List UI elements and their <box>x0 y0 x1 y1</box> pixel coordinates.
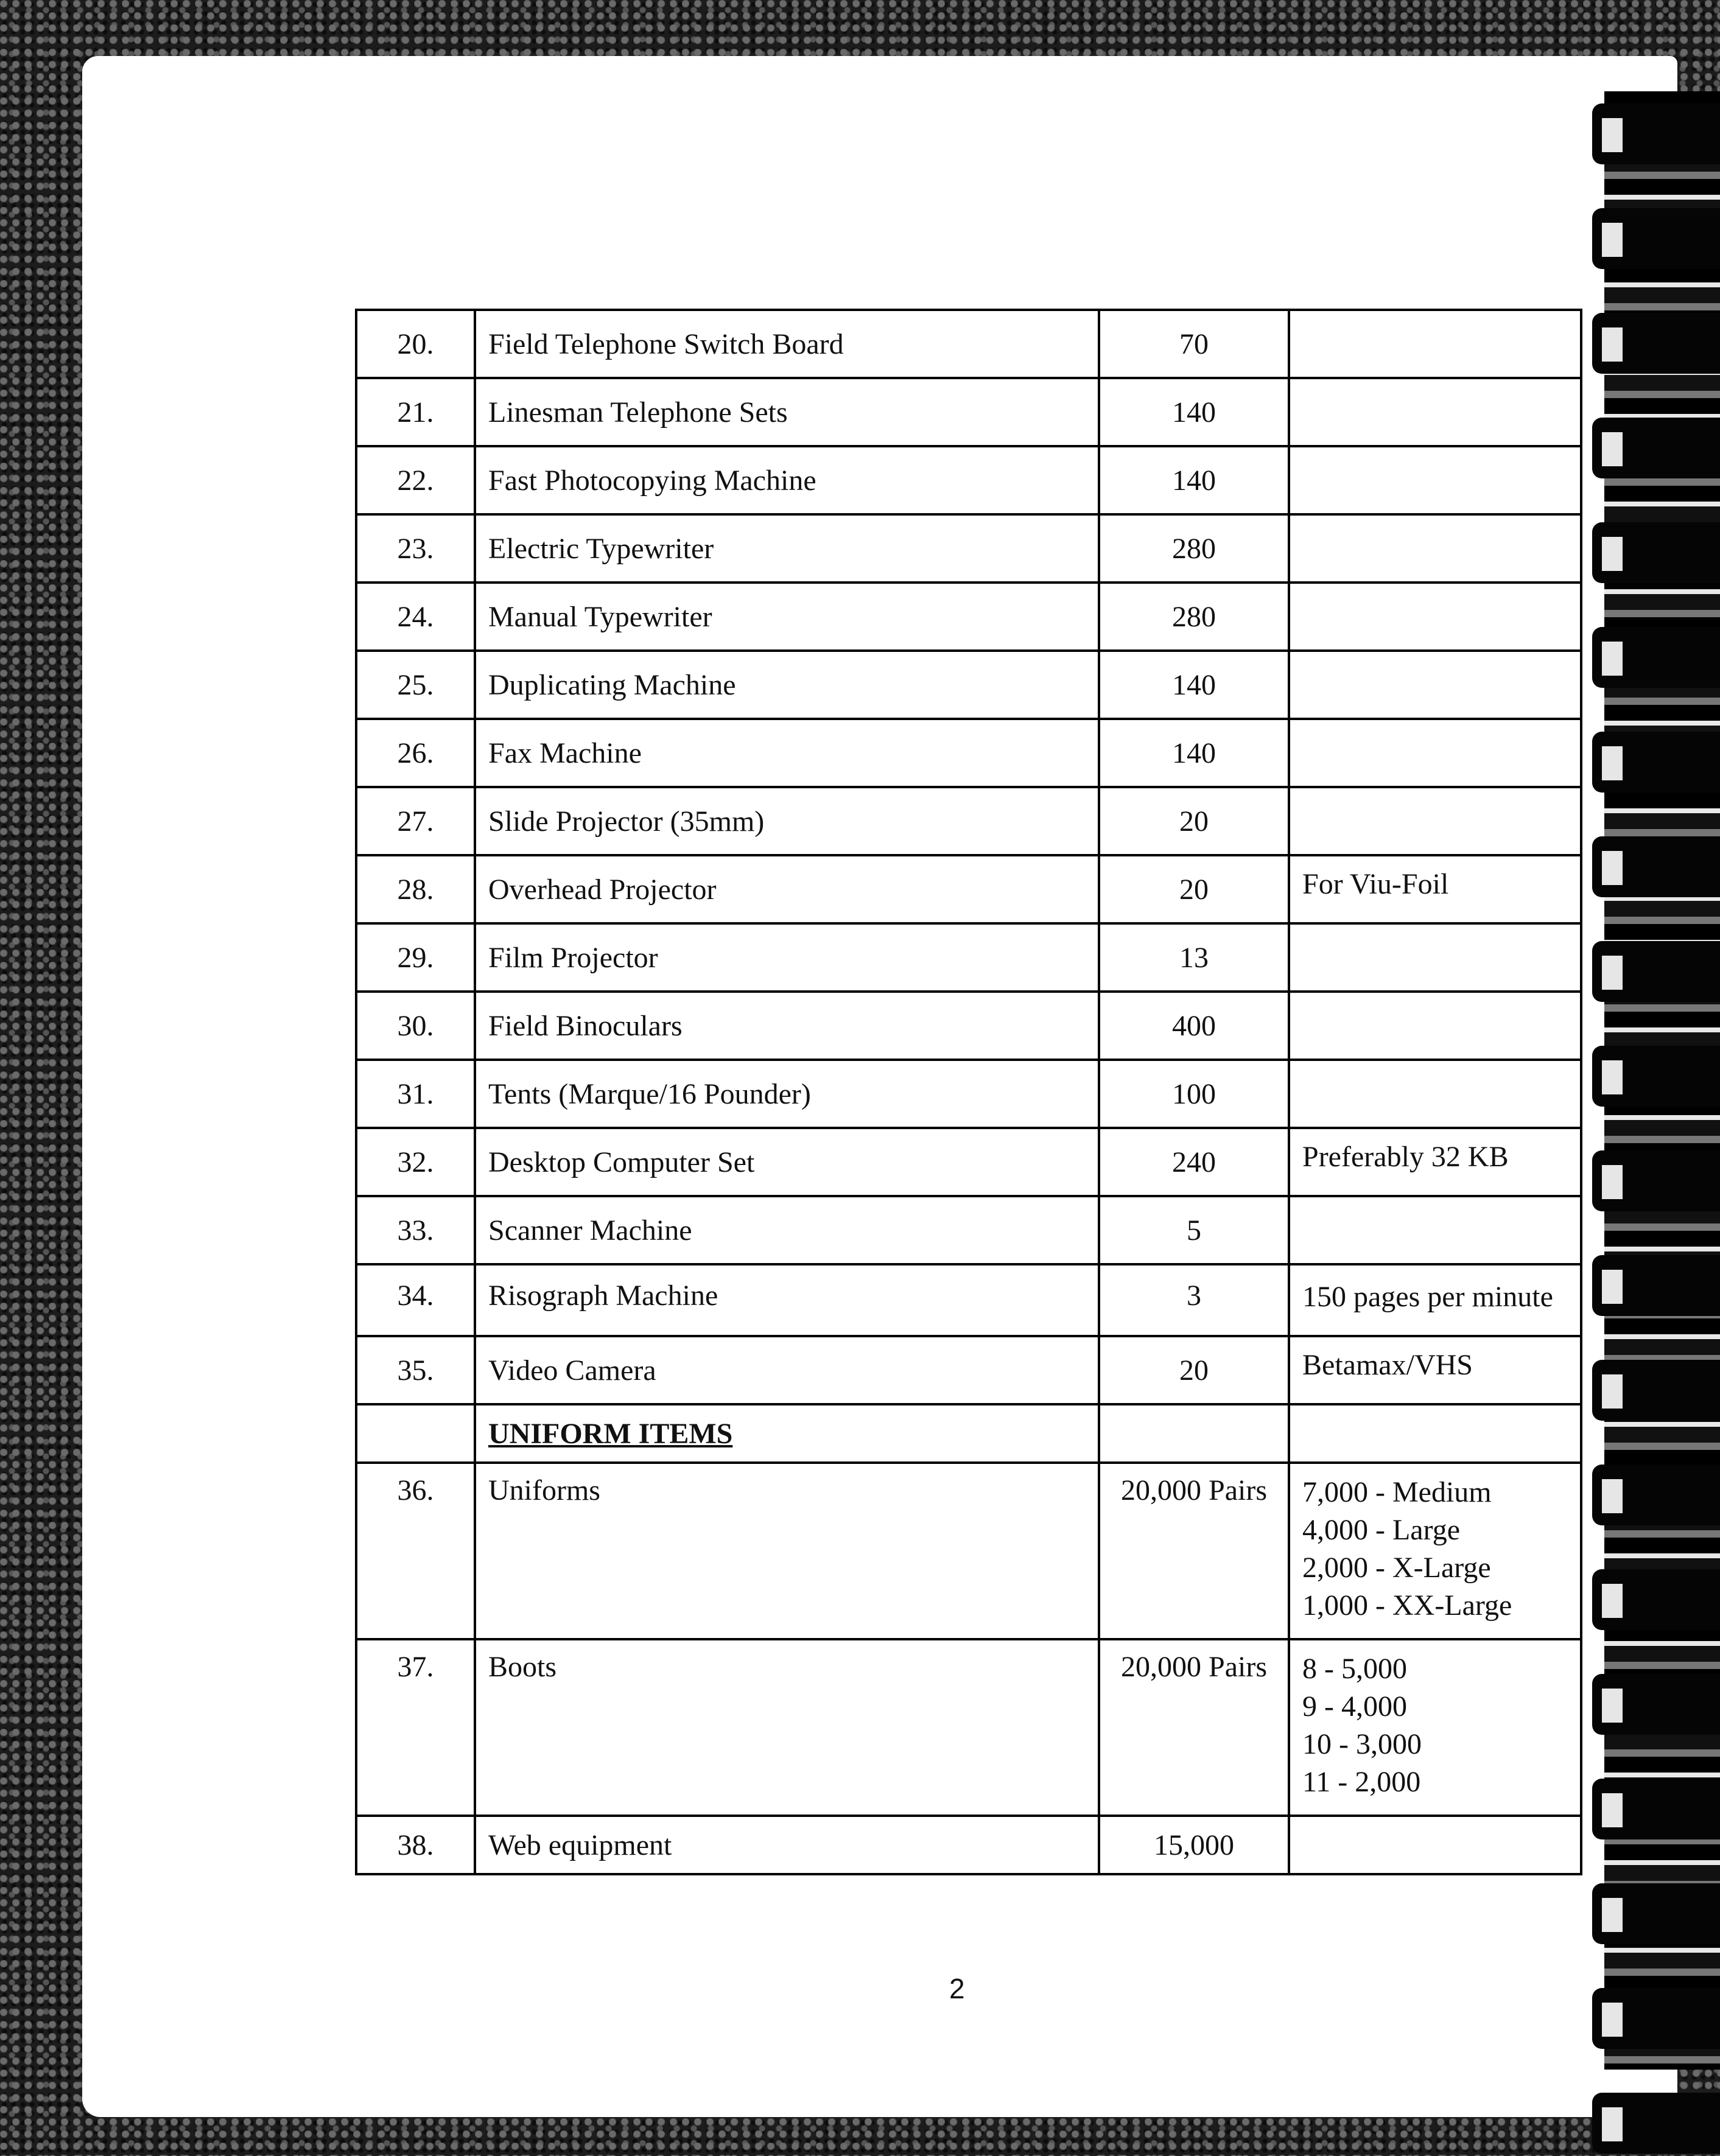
item-name: Film Projector <box>475 923 1099 992</box>
binding-coil <box>1592 1046 1720 1107</box>
remarks <box>1289 1463 1581 1639</box>
item-name: Desktop Computer Set <box>475 1128 1099 1196</box>
remarks <box>1289 651 1581 719</box>
remarks: 150 pages per minute <box>1289 1264 1581 1336</box>
item-name: Electric Typewriter <box>475 514 1099 583</box>
remarks <box>1289 923 1581 992</box>
item-name: Duplicating Machine <box>475 651 1099 719</box>
equipment-rows <box>356 310 1581 1404</box>
remark-line: 4,000 - Large <box>1302 1514 1461 1546</box>
table-row <box>356 310 1581 378</box>
row-number: 28. <box>356 855 475 923</box>
remarks <box>1289 514 1581 583</box>
item-name: Fax Machine <box>475 719 1099 787</box>
table-row <box>356 1060 1581 1128</box>
table-row <box>356 583 1581 651</box>
item-name: Manual Typewriter <box>475 583 1099 651</box>
quantity: 280 <box>1099 514 1289 583</box>
table-row <box>356 1196 1581 1264</box>
quantity: 100 <box>1099 1060 1289 1128</box>
item-name: Boots <box>475 1639 1099 1816</box>
quantity: 280 <box>1099 583 1289 651</box>
remarks <box>1289 1196 1581 1264</box>
quantity: 15,000 <box>1099 1816 1289 1874</box>
quantity: 20,000 Pairs <box>1099 1463 1289 1639</box>
binding-coil <box>1592 418 1720 478</box>
row-number: 33. <box>356 1196 475 1264</box>
item-name: Risograph Machine <box>475 1264 1099 1336</box>
row-number: 30. <box>356 992 475 1060</box>
binding-coil <box>1592 627 1720 688</box>
item-name: Web equipment <box>475 1816 1099 1874</box>
binding-coil <box>1592 1779 1720 1839</box>
remarks <box>1289 310 1581 378</box>
remark-line: 10 - 3,000 <box>1302 1728 1422 1760</box>
table-row <box>356 446 1581 514</box>
page-number: 2 <box>949 1973 965 2004</box>
remarks: Preferably 32 KB <box>1289 1128 1581 1196</box>
binding-coil <box>1592 1360 1720 1421</box>
table-row-boots <box>356 1639 1581 1816</box>
remarks <box>1289 378 1581 446</box>
document-page <box>82 56 1677 2117</box>
item-name: Field Telephone Switch Board <box>475 310 1099 378</box>
remarks <box>1289 583 1581 651</box>
remark-line: 2,000 - X-Large <box>1302 1552 1491 1584</box>
binding-coil <box>1592 522 1720 583</box>
table-row <box>356 651 1581 719</box>
table-row <box>356 1336 1581 1404</box>
row-number: 35. <box>356 1336 475 1404</box>
quantity: 140 <box>1099 651 1289 719</box>
table-row <box>356 1264 1581 1336</box>
table-row-web <box>356 1816 1581 1874</box>
table-row <box>356 719 1581 787</box>
table-row <box>356 514 1581 583</box>
table-row <box>356 378 1581 446</box>
quantity: 13 <box>1099 923 1289 992</box>
row-number: 22. <box>356 446 475 514</box>
table-row <box>356 855 1581 923</box>
binding-coil <box>1592 2093 1720 2154</box>
quantity: 20 <box>1099 787 1289 855</box>
remarks: For Viu-Foil <box>1289 855 1581 923</box>
row-number: 21. <box>356 378 475 446</box>
row-number: 23. <box>356 514 475 583</box>
row-number: 38. <box>356 1816 475 1874</box>
remark-line: 8 - 5,000 <box>1302 1653 1407 1685</box>
quantity: 20 <box>1099 1336 1289 1404</box>
remark-line: 1,000 - XX-Large <box>1302 1589 1512 1622</box>
remarks <box>1289 719 1581 787</box>
empty-cell <box>356 1404 475 1463</box>
empty-cell <box>1099 1404 1289 1463</box>
equipment-table <box>355 309 1582 1875</box>
remarks <box>1289 446 1581 514</box>
row-number: 26. <box>356 719 475 787</box>
item-name: Uniforms <box>475 1463 1099 1639</box>
row-number: 34. <box>356 1264 475 1336</box>
remark-line: 11 - 2,000 <box>1302 1766 1421 1798</box>
row-number: 37. <box>356 1639 475 1816</box>
table-row <box>356 992 1581 1060</box>
binding-coil <box>1592 732 1720 793</box>
item-name: Slide Projector (35mm) <box>475 787 1099 855</box>
row-number: 36. <box>356 1463 475 1639</box>
quantity: 20 <box>1099 855 1289 923</box>
item-name: Overhead Projector <box>475 855 1099 923</box>
row-number: 27. <box>356 787 475 855</box>
quantity: 140 <box>1099 719 1289 787</box>
binding-coil <box>1592 1674 1720 1735</box>
quantity: 70 <box>1099 310 1289 378</box>
remarks <box>1289 1060 1581 1128</box>
binding-coil <box>1592 1465 1720 1525</box>
binding-coil <box>1592 1255 1720 1316</box>
quantity: 240 <box>1099 1128 1289 1196</box>
row-number: 24. <box>356 583 475 651</box>
row-number: 29. <box>356 923 475 992</box>
binding-coil <box>1592 103 1720 164</box>
quantity: 140 <box>1099 378 1289 446</box>
quantity: 20,000 Pairs <box>1099 1639 1289 1816</box>
binding-coil <box>1592 941 1720 1002</box>
remarks <box>1289 1816 1581 1874</box>
binding-coil <box>1592 1569 1720 1630</box>
remarks <box>1289 992 1581 1060</box>
table-row-uniforms <box>356 1463 1581 1639</box>
row-number: 20. <box>356 310 475 378</box>
section-title: UNIFORM ITEMS <box>475 1404 1099 1463</box>
item-name: Linesman Telephone Sets <box>475 378 1099 446</box>
item-name: Field Binoculars <box>475 992 1099 1060</box>
remarks: Betamax/VHS <box>1289 1336 1581 1404</box>
binding-coil <box>1592 313 1720 374</box>
row-number: 32. <box>356 1128 475 1196</box>
remarks <box>1289 787 1581 855</box>
quantity: 140 <box>1099 446 1289 514</box>
row-number: 25. <box>356 651 475 719</box>
item-name: Fast Photocopying Machine <box>475 446 1099 514</box>
remark-line: 9 - 4,000 <box>1302 1690 1407 1723</box>
item-name: Tents (Marque/16 Pounder) <box>475 1060 1099 1128</box>
quantity: 3 <box>1099 1264 1289 1336</box>
section-row <box>356 1404 1581 1463</box>
table-row <box>356 1128 1581 1196</box>
binding-coil <box>1592 208 1720 269</box>
item-name: Video Camera <box>475 1336 1099 1404</box>
binding-coil <box>1592 836 1720 897</box>
quantity: 5 <box>1099 1196 1289 1264</box>
table-row <box>356 923 1581 992</box>
empty-cell <box>1289 1404 1581 1463</box>
binding-coil <box>1592 1150 1720 1211</box>
remarks <box>1289 1639 1581 1816</box>
binding-coil <box>1592 1883 1720 1944</box>
row-number: 31. <box>356 1060 475 1128</box>
item-name: Scanner Machine <box>475 1196 1099 1264</box>
remark-line: 7,000 - Medium <box>1302 1476 1492 1508</box>
binding-coil <box>1592 1988 1720 2049</box>
table-row <box>356 787 1581 855</box>
quantity: 400 <box>1099 992 1289 1060</box>
